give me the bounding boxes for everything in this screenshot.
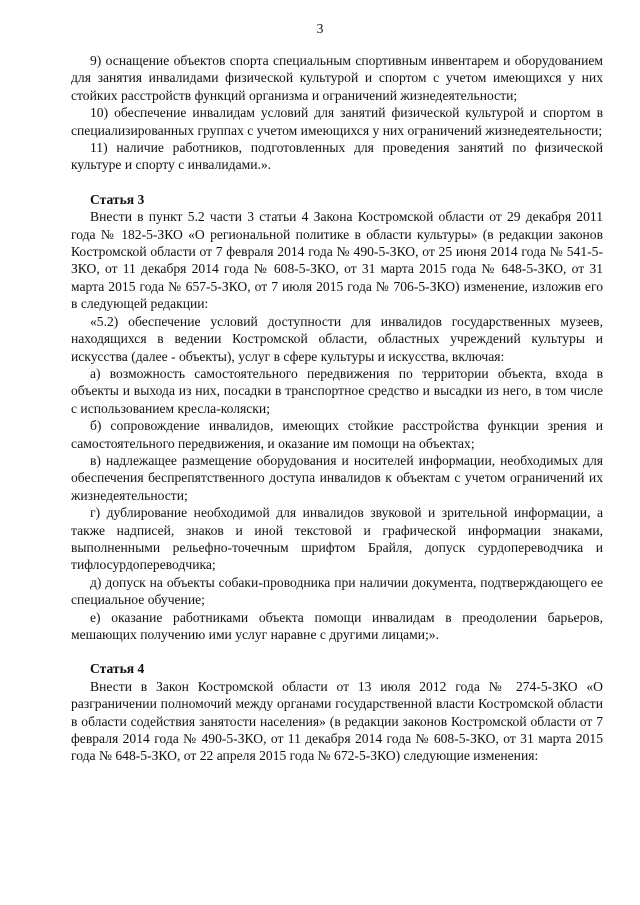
article-3-clause-5-2: «5.2) обеспечение условий доступности для инвалидов государственных музеев, находящихся в ведении Костромской области, областных учреждений культуры и искусства (далее - объекты), услуг в сфере культуры и искусства, включая: [71,313,603,364]
article-2-item-10: 10) обеспечение инвалидам условий для занятий физической культурой и спортом в специализированных группах с учетом имеющихся у них ограничений жизнедеятельности; [71,105,603,138]
document-body [71,52,603,765]
article-3-intro: Внести в пункт 5.2 части 3 статьи 4 Закона Костромской области от 29 декабря 2011 года № 182-5-ЗКО «О региональной политике в области культуры» (в редакции законов Костромской области от 7 февраля 2014 года № 490-5-ЗКО, от 25 июня 2014 года № 541-5-ЗКО, от 11 декабря 2014 года № 608-5-ЗКО, от 31 марта 2015 года № 648-5-ЗКО, от 31 марта 2015 года № 657-5-ЗКО, от 7 июля 2015 года № 706-5-ЗКО) изменение, изложив его в следующей редакции: [71,209,603,312]
spacer [71,643,603,660]
article-4-intro: Внести в Закон Костромской области от 13 июля 2012 года № 274-5-ЗКО «О разграничении полномочий между органами государственной власти Костромской области в области содействия занятости населения» (в редакции законов Костромской области от 7 февраля 2014 года № 490-5-ЗКО, от 11 декабря 2014 года № 608-5-ЗКО, от 31 марта 2015 года № 648-5-ЗКО, от 22 апреля 2015 года № 672-5-ЗКО) следующие изменения: [71,678,603,764]
article-2-item-11: 11) наличие работников, подготовленных для проведения занятий по физической культуре и спорту с инвалидами.». [71,140,603,173]
article-3-heading: Статья 3 [90,191,145,207]
article-3-subitem-g: г) дублирование необходимой для инвалидов звуковой и зрительной информации, а также надписей, знаков и иной текстовой и графической информации знаками, выполненными рельефно-точечным шрифтом Брайля, допуск сурдопереводчика и тифлосурдопереводчика; [71,505,603,573]
article-3-subitem-d: д) допуск на объекты собаки-проводника при наличии документа, подтверждающего ее специальное обучение; [71,574,603,608]
article-2-item-9: 9) оснащение объектов спорта специальным спортивным инвентарем и оборудованием для занятия инвалидами физической культурой и спортом с учетом имеющихся у них стойких расстройств функций организма и ограничений жизнедеятельности; [71,53,603,103]
article-3-subitem-b: б) сопровождение инвалидов, имеющих стойкие расстройства функции зрения и самостоятельного передвижения, и оказание им помощи на объектах; [71,418,603,451]
article-3-subitem-v: в) надлежащее размещение оборудования и носителей информации, необходимых для обеспечения беспрепятственного доступа инвалидов к объектам с учетом ограничений их жизнедеятельности; [71,452,603,503]
spacer [71,174,603,191]
article-3-subitem-a: а) возможность самостоятельного передвижения по территории объекта, входа в объекты и выхода из них, посадки в транспортное средство и высадки из него, в том числе с использованием кресла-коляски; [71,365,603,416]
article-4-heading: Статья 4 [90,661,145,677]
page-number: 3 [316,21,324,36]
article-3-subitem-e: е) оказание работниками объекта помощи инвалидам в преодолении барьеров, мешающих получению ими услуг наравне с другими лицами;». [71,609,603,642]
